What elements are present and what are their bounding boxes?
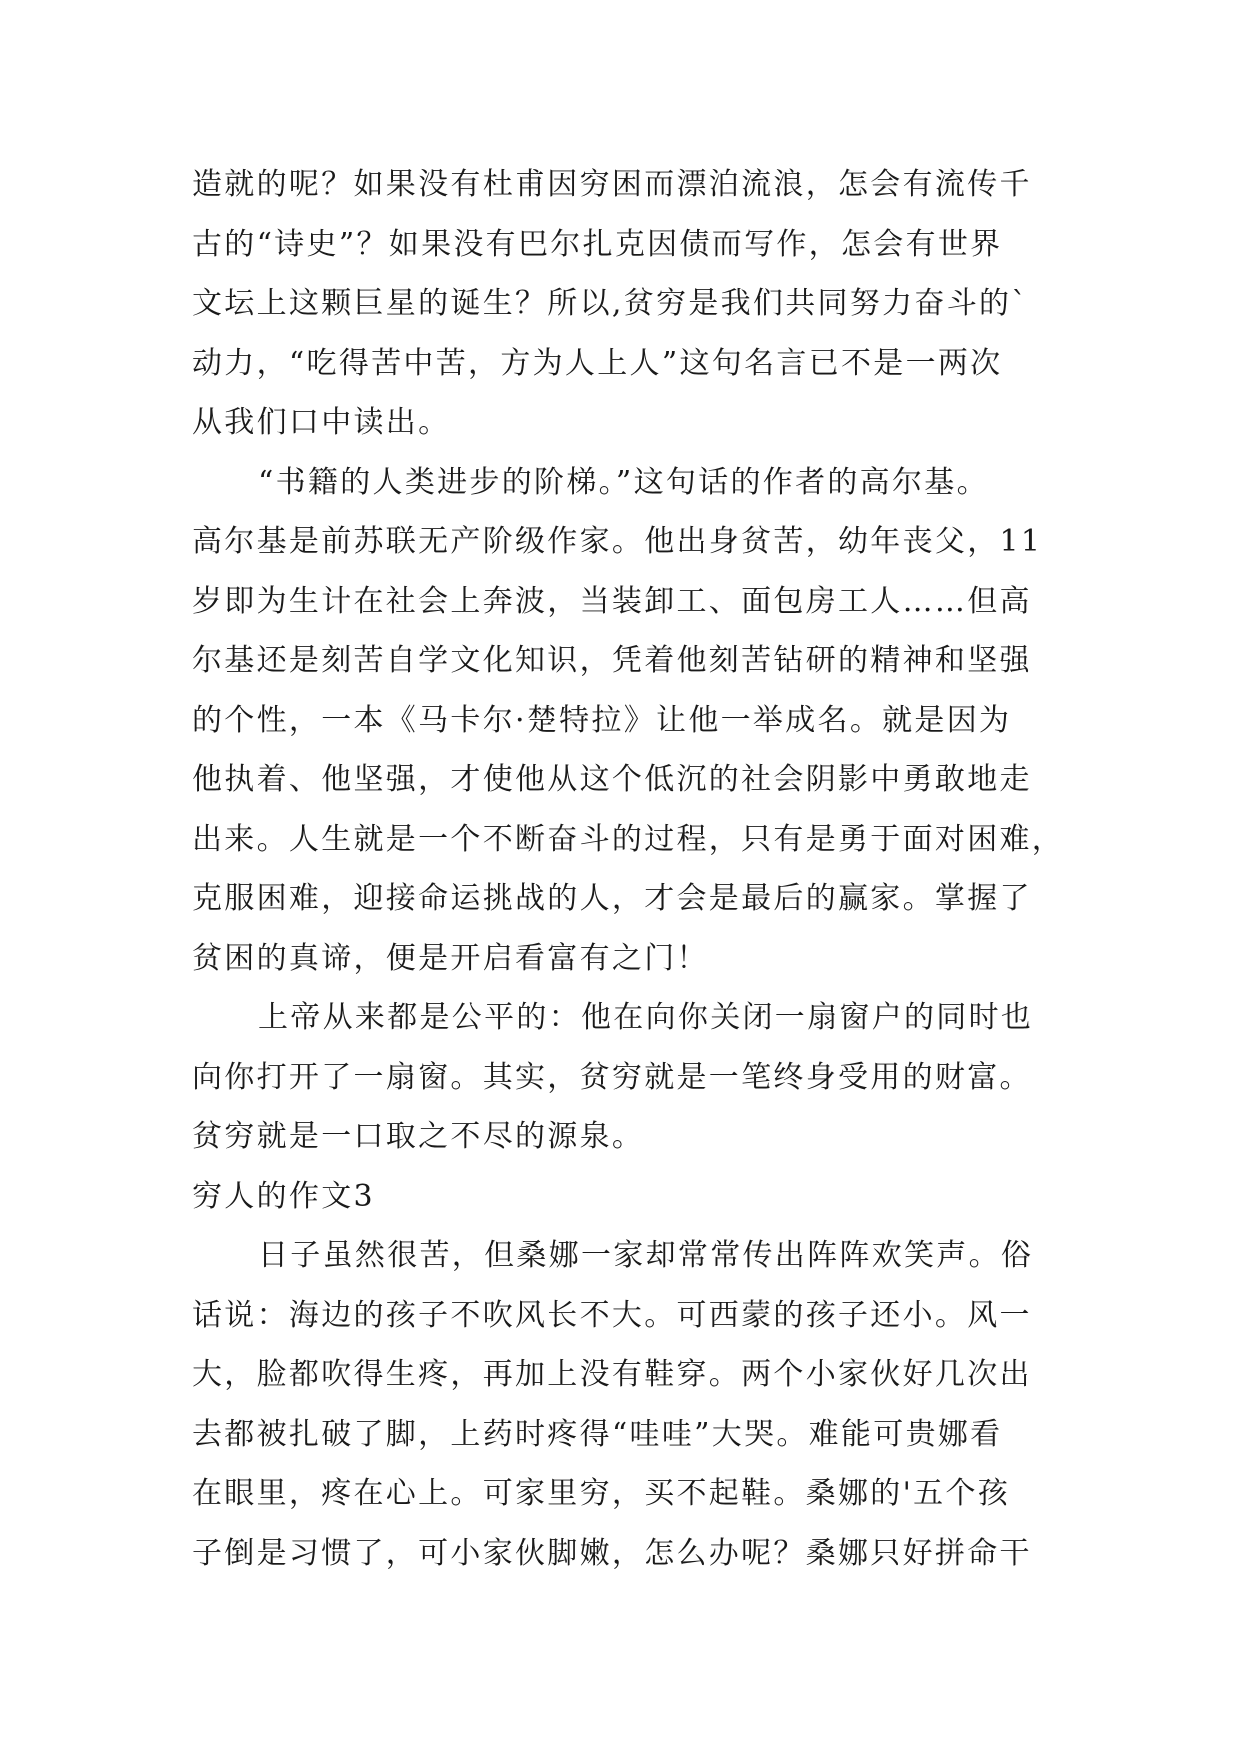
text-line: 话说：海边的孩子不吹风长不大。可西蒙的孩子还小。风一 <box>192 1297 1032 1333</box>
text-line: 从我们口中读出。 <box>192 405 451 440</box>
text-line: 去都被扎破了脚，上药时疼得“哇哇”大哭。难能可贵娜看 <box>192 1416 1003 1452</box>
text-line: 文坛上这颗巨星的诞生？所以,贫穷是我们共同努力奋斗的` <box>192 286 1029 321</box>
text-line: 古的“诗史”？如果没有巴尔扎克因债而写作，怎会有世界 <box>192 226 1003 262</box>
text-line: 向你打开了一扇窗。其实，贫穷就是一笔终身受用的财富。 <box>192 1059 1032 1095</box>
text-line: 出来。人生就是一个不断奋斗的过程，只有是勇于面对困难， <box>192 821 1065 857</box>
text-line: 子倒是习惯了，可小家伙脚嫩，怎么办呢？桑娜只好拼命干 <box>192 1535 1032 1571</box>
text-line: 的个性，一本《马卡尔·楚特拉》让他一举成名。就是因为 <box>192 702 1012 738</box>
text-line: 贫困的真谛，便是开启看富有之门！ <box>192 940 709 976</box>
text-line: 克服困难，迎接命运挑战的人，才会是最后的赢家。掌握了 <box>192 881 1032 916</box>
text-line: 他执着、他坚强，才使他从这个低沉的社会阴影中勇敢地走 <box>192 762 1032 797</box>
text-line: 造就的呢？如果没有杜甫因穷困而漂泊流浪，怎会有流传千 <box>192 167 1032 202</box>
text-line: “书籍的人类进步的阶梯。”这句话的作者的高尔基。 <box>258 464 989 500</box>
text-line: 贫穷就是一口取之不尽的源泉。 <box>192 1119 645 1154</box>
text-line: 动力，“吃得苦中苦，方为人上人”这句名言已不是一两次 <box>192 345 1003 381</box>
text-line: 日子虽然很苦，但桑娜一家却常常传出阵阵欢笑声。俗 <box>258 1238 1034 1273</box>
text-line: 岁即为生计在社会上奔波，当装卸工、面包房工人……但高 <box>192 583 1032 619</box>
text-line: 大，脸都吹得生疼，再加上没有鞋穿。两个小家伙好几次出 <box>192 1357 1032 1392</box>
text-line: 尔基还是刻苦自学文化知识，凭着他刻苦钻研的精神和坚强 <box>192 643 1032 678</box>
document-body <box>192 155 1072 1583</box>
text-line: 高尔基是前苏联无产阶级作家。他出身贫苦，幼年丧父，11 <box>192 524 1043 559</box>
text-line: 上帝从来都是公平的：他在向你关闭一扇窗户的同时也 <box>258 1000 1034 1035</box>
text-line: 穷人的作文3 <box>192 1178 375 1214</box>
text-line: 在眼里，疼在心上。可家里穷，买不起鞋。桑娜的'五个孩 <box>192 1476 1011 1511</box>
